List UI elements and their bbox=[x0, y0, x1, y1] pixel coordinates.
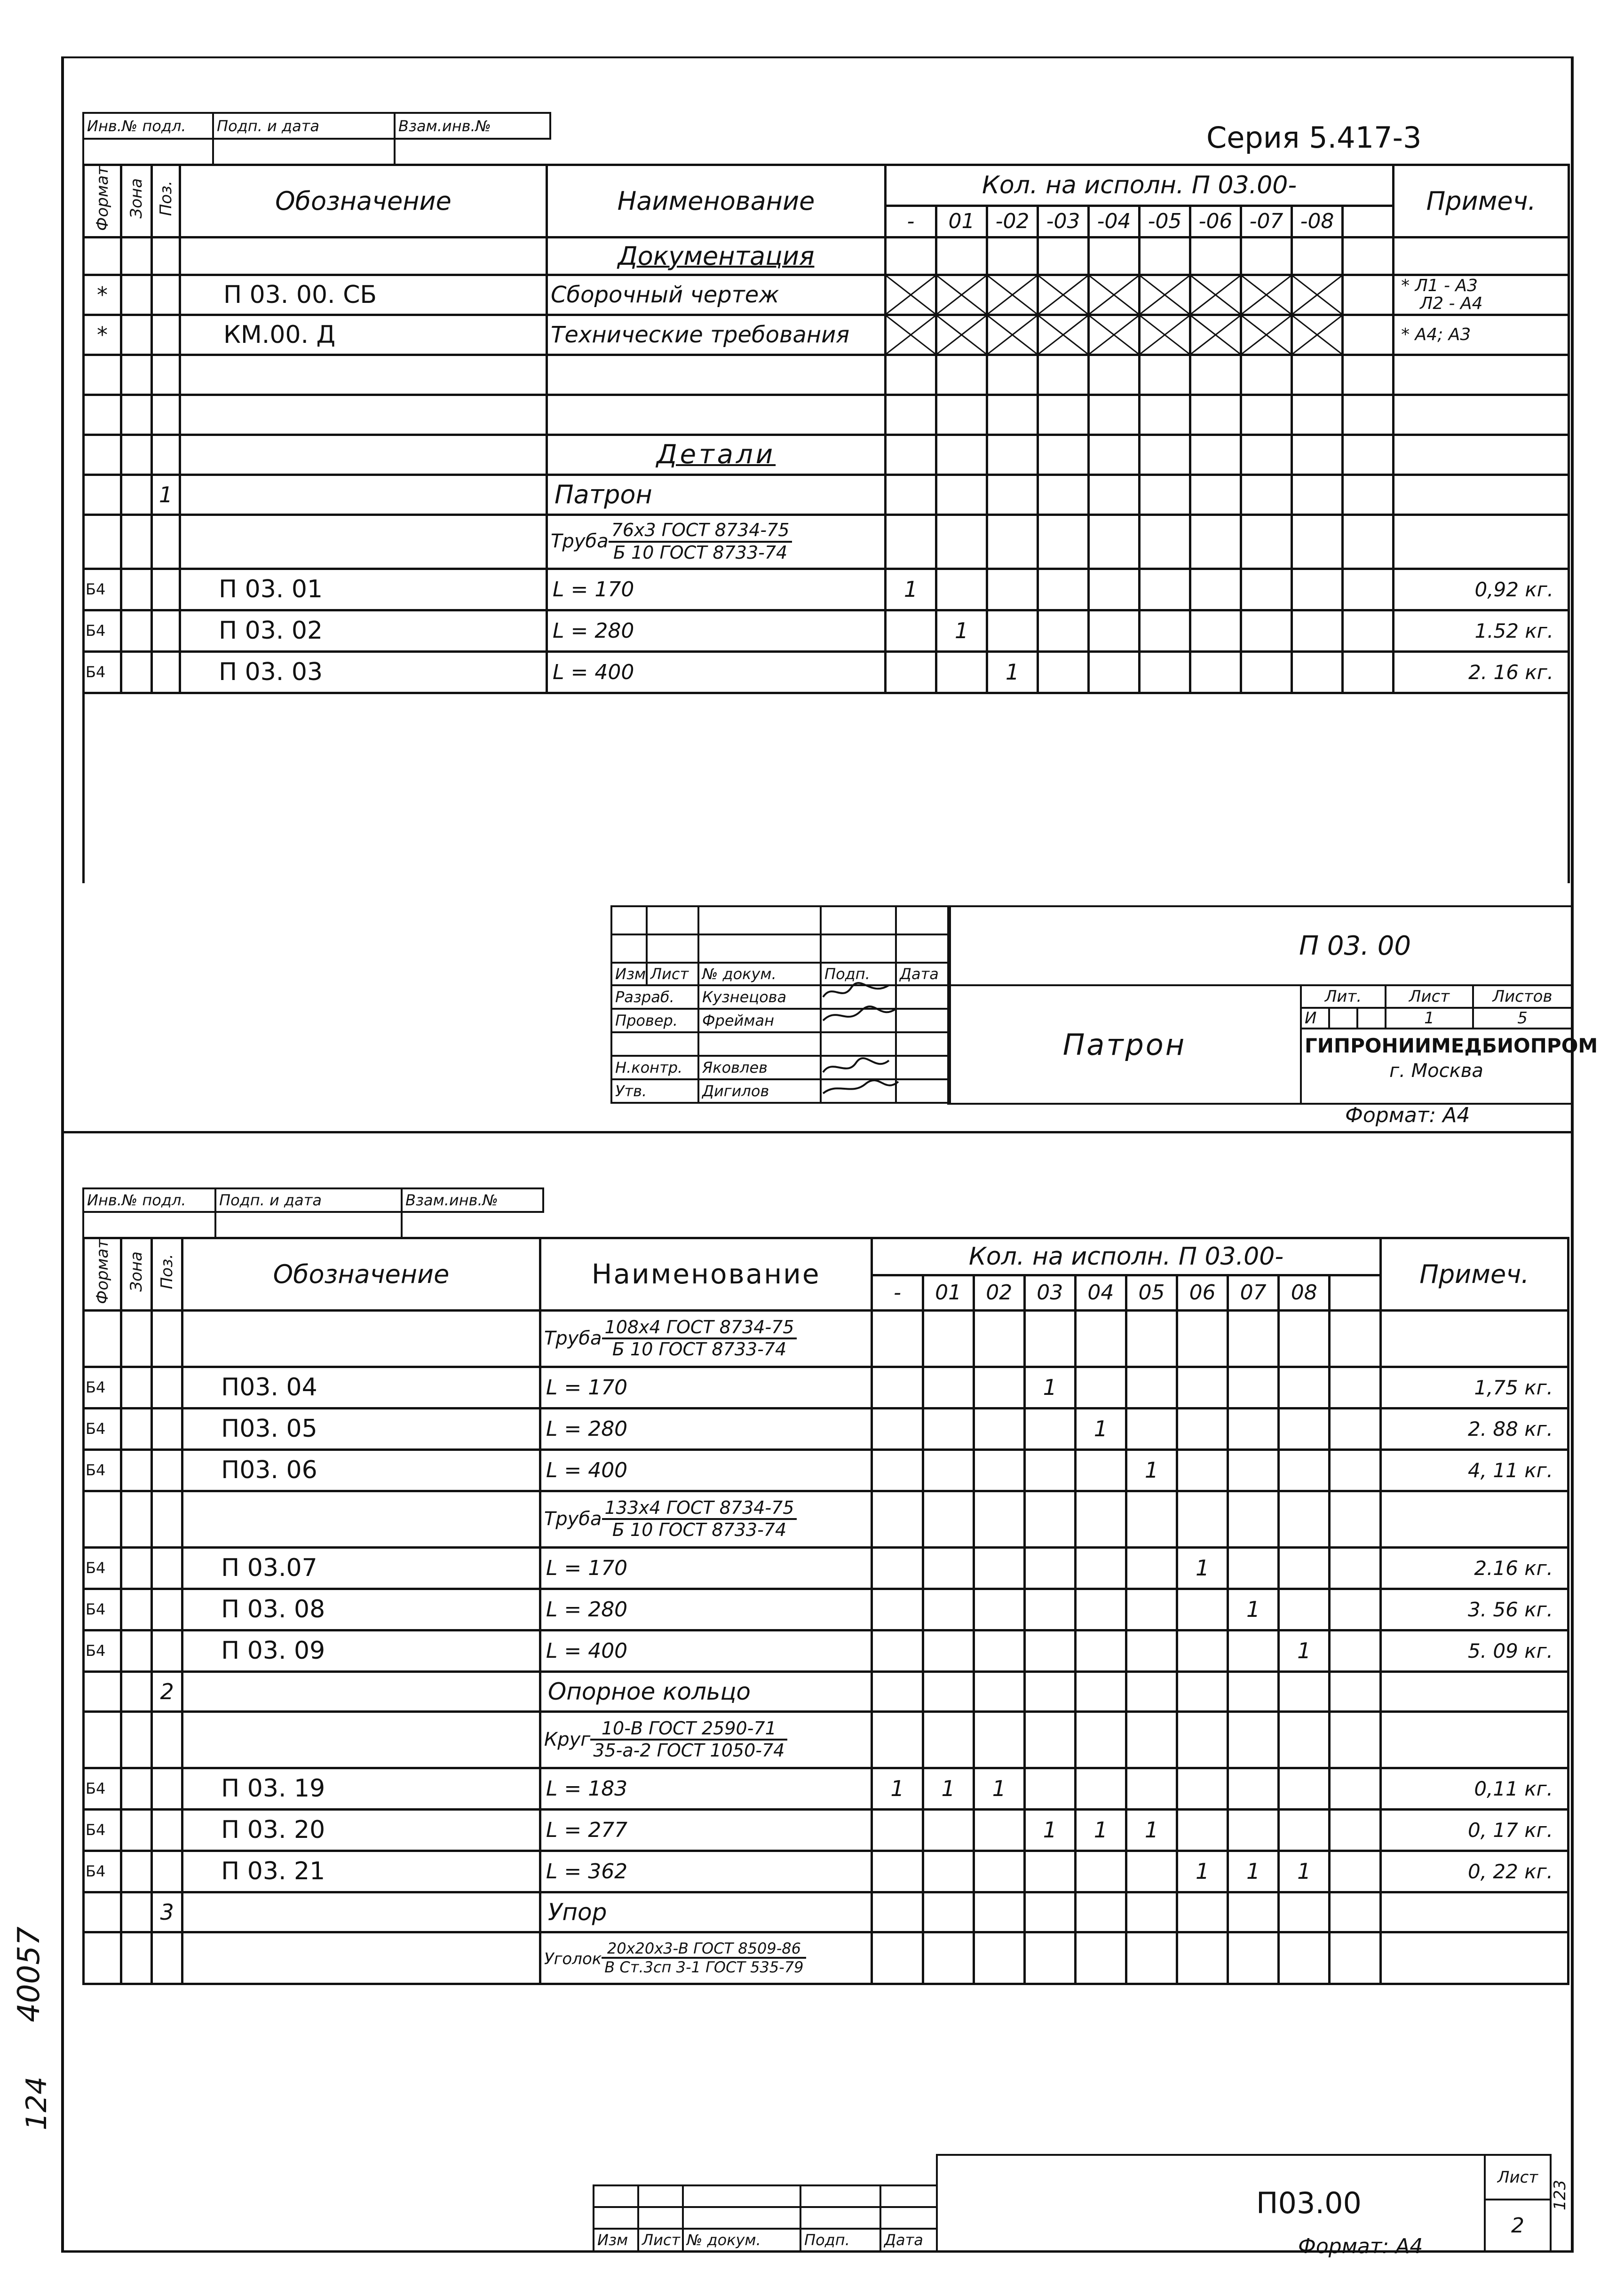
s1-variant-3: -03 bbox=[1038, 206, 1089, 237]
row-format: Б4 bbox=[84, 1768, 121, 1809]
table-row bbox=[84, 1547, 1569, 1589]
role-label: Разраб. bbox=[611, 985, 647, 1009]
crossed-cell bbox=[886, 275, 936, 315]
row-format: Б4 bbox=[84, 651, 121, 693]
role-label: Утв. bbox=[611, 1079, 647, 1103]
crossed-cell bbox=[1140, 275, 1190, 315]
s2-variant-1: 01 bbox=[923, 1275, 974, 1310]
stamp-replace: Взам.инв.№ bbox=[395, 113, 550, 139]
qty-cell: 1 bbox=[1075, 1809, 1126, 1851]
hdr-designation: Обозначение bbox=[180, 165, 547, 237]
table-row bbox=[84, 1408, 1569, 1449]
doc-designation: КМ.00. Д bbox=[180, 315, 547, 355]
role-pad bbox=[647, 1079, 698, 1103]
rev-changes: Изм bbox=[611, 963, 647, 985]
stamp2-inv: Инв.№ подл. bbox=[83, 1188, 215, 1212]
qty-cell: 1 bbox=[1024, 1367, 1075, 1408]
table-row bbox=[84, 610, 1569, 651]
qty-cell: 1 bbox=[1279, 1630, 1330, 1671]
s2-variant-9 bbox=[1330, 1275, 1380, 1310]
pos1-name: Патрон bbox=[547, 475, 886, 514]
doc-name: Сборочный чертеж bbox=[547, 275, 886, 315]
rev2-date: Дата bbox=[880, 2229, 937, 2251]
row-name: L = 170 bbox=[540, 1367, 872, 1408]
spec-table-sheet2 bbox=[82, 1237, 1569, 1985]
role-person: Фрейман bbox=[698, 1009, 821, 1032]
stamp2-sign-date: Подп. и дата bbox=[215, 1188, 402, 1212]
top-stamp-sheet1 bbox=[82, 112, 551, 166]
table-row bbox=[84, 651, 1569, 693]
crossed-cell bbox=[1038, 275, 1089, 315]
table-row bbox=[84, 1851, 1569, 1892]
series-label: Серия 5.417-3 bbox=[1206, 120, 1422, 155]
crossed-cell bbox=[1292, 275, 1343, 315]
doc-row bbox=[84, 315, 1569, 355]
cross-mark bbox=[937, 276, 986, 314]
table-row bbox=[84, 1809, 1569, 1851]
crossed-cell bbox=[1292, 315, 1343, 355]
hdr2-remark: Примеч. bbox=[1380, 1238, 1568, 1311]
table-row bbox=[84, 569, 1569, 610]
org-name: ГИПРОНИИМЕДБИОПРОМ bbox=[1305, 1034, 1598, 1057]
cross-mark bbox=[1090, 316, 1138, 354]
archive-code: 124 bbox=[20, 2076, 53, 2130]
sheet-value: 1 bbox=[1386, 1008, 1473, 1029]
circle-spec: Круг $\frac{\text{10-В ГОСТ 2590-71}}{\text{35-а-2 ГОСТ 1050-74}}$ bbox=[540, 1711, 872, 1768]
row-format: Б4 bbox=[84, 1449, 121, 1491]
qty-cell: 1 bbox=[936, 610, 987, 651]
s1-variant-7: -07 bbox=[1241, 206, 1292, 237]
row-name: L = 280 bbox=[547, 610, 886, 651]
row-designation: П 03. 03 bbox=[180, 651, 547, 693]
title2-designation: П03.00 bbox=[937, 2155, 1485, 2251]
cross-mark bbox=[1242, 276, 1291, 314]
row-name: L = 170 bbox=[540, 1547, 872, 1589]
hdr-name: Наименование bbox=[547, 165, 886, 237]
doc-row bbox=[84, 275, 1569, 315]
row-name: L = 277 bbox=[540, 1809, 872, 1851]
angle-spec: Уголок $\frac{\text{20х20х3-В ГОСТ 8509-86}}{\text{В Ст.3сп 3-1 ГОСТ 535-79}}$ bbox=[540, 1932, 872, 1984]
qty-cell: 1 bbox=[886, 569, 936, 610]
table-row bbox=[84, 1768, 1569, 1809]
role-label bbox=[611, 1032, 647, 1056]
doc-format: * bbox=[84, 315, 121, 355]
row-remark: 2.16 кг. bbox=[1380, 1547, 1568, 1589]
qty-cell: 1 bbox=[1228, 1851, 1279, 1892]
pos-2: 2 bbox=[152, 1671, 182, 1711]
qty-cell: 1 bbox=[923, 1768, 974, 1809]
cross-mark bbox=[1191, 276, 1240, 314]
org-city: г. Москва bbox=[1389, 1060, 1483, 1082]
s1-variant-5: -05 bbox=[1140, 206, 1190, 237]
hdr2-zone: Зона bbox=[121, 1238, 152, 1311]
format-label-sheet1: Формат: А4 bbox=[1345, 1103, 1470, 1127]
s1-variant-4: -04 bbox=[1089, 206, 1140, 237]
row-remark: 0, 17 кг. bbox=[1380, 1809, 1568, 1851]
title-block-sheet1 bbox=[947, 905, 1598, 1105]
hdr2-designation: Обозначение bbox=[182, 1238, 540, 1311]
spec-sheet1 bbox=[82, 164, 1569, 735]
crossed-cell bbox=[936, 315, 987, 355]
section-parts: Детали bbox=[656, 439, 776, 470]
role-label: Н.контр. bbox=[611, 1056, 647, 1079]
crossed-cell bbox=[936, 275, 987, 315]
row-name: L = 280 bbox=[540, 1589, 872, 1630]
row-designation: П 03.07 bbox=[182, 1547, 540, 1589]
qty-cell: 1 bbox=[1024, 1809, 1075, 1851]
role-pad bbox=[647, 1032, 698, 1056]
cross-mark bbox=[988, 276, 1037, 314]
row-designation: П 03. 08 bbox=[182, 1589, 540, 1630]
s2-variant-6: 06 bbox=[1177, 1275, 1228, 1310]
table-row bbox=[84, 1367, 1569, 1408]
title-designation: П 03. 00 bbox=[948, 906, 1572, 985]
row-designation: П03. 06 bbox=[182, 1449, 540, 1491]
spec-sheet2 bbox=[82, 1237, 1569, 2154]
doc-format: * bbox=[84, 275, 121, 315]
row-name: L = 400 bbox=[547, 651, 886, 693]
pipe3-spec: Труба $\frac{\text{133х4 ГОСТ 8734-75}}{\text{Б 10 ГОСТ 8733-74}}$ bbox=[540, 1491, 872, 1547]
crossed-cell bbox=[886, 315, 936, 355]
pos-1: 1 bbox=[152, 475, 180, 514]
doc-remark: * Л1 - А3 Л2 - А4 bbox=[1394, 275, 1569, 315]
stamp-sign-date: Подп. и дата bbox=[213, 113, 395, 139]
rev2-sign: Подп. bbox=[800, 2229, 880, 2251]
row-remark: 2. 16 кг. bbox=[1394, 651, 1569, 693]
title-name: Патрон bbox=[948, 985, 1301, 1104]
doc-designation: П 03. 00. СБ bbox=[180, 275, 547, 315]
qty-cell: 1 bbox=[974, 1768, 1024, 1809]
row-format: Б4 bbox=[84, 1547, 121, 1589]
row-name: L = 280 bbox=[540, 1408, 872, 1449]
sheets-label: Листов bbox=[1473, 985, 1572, 1008]
s2-variant-0: - bbox=[872, 1275, 923, 1310]
cross-mark bbox=[988, 316, 1037, 354]
hdr-format: Формат bbox=[84, 165, 121, 237]
sheet-label: Лист bbox=[1386, 985, 1473, 1008]
row-designation: П 03. 01 bbox=[180, 569, 547, 610]
row-name: L = 362 bbox=[540, 1851, 872, 1892]
hdr2-format: Формат bbox=[84, 1238, 121, 1311]
row-format: Б4 bbox=[84, 1589, 121, 1630]
doc-remark: * А4; А3 bbox=[1394, 315, 1569, 355]
row-format: Б4 bbox=[84, 569, 121, 610]
stamp-inv: Инв.№ подл. bbox=[83, 113, 213, 139]
cross-mark bbox=[1039, 316, 1087, 354]
qty-cell: 1 bbox=[1075, 1408, 1126, 1449]
s1-variant-2: -02 bbox=[987, 206, 1038, 237]
row-designation: П 03. 21 bbox=[182, 1851, 540, 1892]
cross-mark bbox=[1039, 276, 1087, 314]
crossed-cell bbox=[987, 315, 1038, 355]
s1-variant-8: -08 bbox=[1292, 206, 1343, 237]
format-label-sheet2: Формат: А4 bbox=[1298, 2234, 1423, 2258]
qty-cell: 1 bbox=[1177, 1851, 1228, 1892]
frame-outer-left bbox=[61, 56, 64, 2253]
row-format: Б4 bbox=[84, 1851, 121, 1892]
row-designation: П 03. 19 bbox=[182, 1768, 540, 1809]
qty-cell: 1 bbox=[1126, 1449, 1177, 1491]
row-designation: П03. 04 bbox=[182, 1367, 540, 1408]
rev-docno: № докум. bbox=[698, 963, 821, 985]
cross-mark bbox=[887, 316, 935, 354]
hdr2-pos: Поз. bbox=[152, 1238, 182, 1311]
crossed-cell bbox=[1241, 275, 1292, 315]
row-format: Б4 bbox=[84, 1809, 121, 1851]
hdr-qty-title: Кол. на исполн. П 03.00- bbox=[886, 165, 1394, 206]
revision-block-sheet2 bbox=[593, 2184, 938, 2252]
crossed-cell bbox=[1190, 275, 1241, 315]
top-stamp-sheet2 bbox=[82, 1187, 544, 1239]
frame-top bbox=[61, 56, 1573, 58]
title2-sheet-value: 2 bbox=[1485, 2200, 1551, 2251]
qty-cell: 1 bbox=[872, 1768, 923, 1809]
crossed-cell bbox=[1140, 315, 1190, 355]
row-name: L = 183 bbox=[540, 1768, 872, 1809]
table-row bbox=[84, 1630, 1569, 1671]
section-documentation: Документация bbox=[618, 241, 815, 271]
cross-mark bbox=[1242, 316, 1291, 354]
rev-date: Дата bbox=[896, 963, 950, 985]
lit-value: И bbox=[1301, 1008, 1329, 1029]
lit-label: Лит. bbox=[1301, 985, 1386, 1008]
row-remark: 1,75 кг. bbox=[1380, 1367, 1568, 1408]
row-remark: 0,92 кг. bbox=[1394, 569, 1569, 610]
row-remark: 5. 09 кг. bbox=[1380, 1630, 1568, 1671]
hdr2-name: Наименование bbox=[540, 1238, 872, 1311]
crossed-cell bbox=[1190, 315, 1241, 355]
pos2-name: Опорное кольцо bbox=[540, 1671, 872, 1711]
row-remark: 3. 56 кг. bbox=[1380, 1589, 1568, 1630]
row-designation: П 03. 09 bbox=[182, 1630, 540, 1671]
cross-mark bbox=[1293, 276, 1341, 314]
spec-table-sheet1 bbox=[82, 164, 1570, 883]
s2-variant-7: 07 bbox=[1228, 1275, 1279, 1310]
qty-cell: 1 bbox=[1177, 1547, 1228, 1589]
crossed-cell bbox=[1089, 315, 1140, 355]
qty-cell: 1 bbox=[1228, 1589, 1279, 1630]
rev-sheet: Лист bbox=[647, 963, 698, 985]
doc-name: Технические требования bbox=[547, 315, 886, 355]
s2-variant-5: 05 bbox=[1126, 1275, 1177, 1310]
qty-cell: 1 bbox=[1126, 1809, 1177, 1851]
frame-middle-divider bbox=[64, 1131, 1571, 1133]
hdr-pos: Поз. bbox=[152, 165, 180, 237]
role-person bbox=[698, 1032, 821, 1056]
table-row bbox=[84, 1449, 1569, 1491]
cross-mark bbox=[1141, 276, 1189, 314]
cross-mark bbox=[937, 316, 986, 354]
cross-mark bbox=[1090, 276, 1138, 314]
row-designation: П03. 05 bbox=[182, 1408, 540, 1449]
row-remark: 0,11 кг. bbox=[1380, 1768, 1568, 1809]
row-remark: 0, 22 кг. bbox=[1380, 1851, 1568, 1892]
row-designation: П 03. 02 bbox=[180, 610, 547, 651]
row-format: Б4 bbox=[84, 1630, 121, 1671]
row-format: Б4 bbox=[84, 1408, 121, 1449]
signatures bbox=[818, 978, 903, 1100]
role-label: Провер. bbox=[611, 1009, 647, 1032]
title2-sheet-label: Лист bbox=[1485, 2155, 1551, 2200]
archive-number: 40057 bbox=[12, 1926, 47, 2022]
s1-variant-0: - bbox=[886, 206, 936, 237]
row-remark: 4, 11 кг. bbox=[1380, 1449, 1568, 1491]
rev2-changes: Изм bbox=[594, 2229, 638, 2251]
qty-cell: 1 bbox=[987, 651, 1038, 693]
row-remark: 2. 88 кг. bbox=[1380, 1408, 1568, 1449]
title-block-sheet2 bbox=[936, 2154, 1552, 2252]
s1-variant-9 bbox=[1343, 206, 1394, 237]
row-name: L = 170 bbox=[547, 569, 886, 610]
row-designation: П 03. 20 bbox=[182, 1809, 540, 1851]
rev2-docno: № докум. bbox=[683, 2229, 800, 2251]
table-row bbox=[84, 1589, 1569, 1630]
cross-mark bbox=[1191, 316, 1240, 354]
row-name: L = 400 bbox=[540, 1449, 872, 1491]
frame-right bbox=[1571, 56, 1574, 2253]
row-remark: 1.52 кг. bbox=[1394, 610, 1569, 651]
role-person: Яковлев bbox=[698, 1056, 821, 1079]
cross-mark bbox=[1293, 316, 1341, 354]
row-name: L = 400 bbox=[540, 1630, 872, 1671]
crossed-cell bbox=[987, 275, 1038, 315]
role-person: Дигилов bbox=[698, 1079, 821, 1103]
s2-variant-4: 04 bbox=[1075, 1275, 1126, 1310]
role-person: Кузнецова bbox=[698, 985, 821, 1009]
row-format: Б4 bbox=[84, 610, 121, 651]
s2-variant-8: 08 bbox=[1279, 1275, 1330, 1310]
crossed-cell bbox=[1089, 275, 1140, 315]
stamp2-replace: Взам.инв.№ bbox=[402, 1188, 543, 1212]
pipe1-spec: Труба $\frac{\text{76х3 ГОСТ 8734-75}}{\text{Б 10 ГОСТ 8733-74}}$ bbox=[547, 514, 886, 569]
pipe2-spec: Труба $\frac{\text{108х4 ГОСТ 8734-75}}{\text{Б 10 ГОСТ 8733-74}}$ bbox=[540, 1310, 872, 1367]
crossed-cell bbox=[1241, 315, 1292, 355]
s2-variant-3: 03 bbox=[1024, 1275, 1075, 1310]
s2-variant-2: 02 bbox=[974, 1275, 1024, 1310]
margin-sheet-number: 123 bbox=[1551, 2180, 1569, 2210]
hdr2-qty-title: Кол. на исполн. П 03.00- bbox=[872, 1238, 1380, 1275]
rev2-sheet: Лист bbox=[638, 2229, 683, 2251]
pos3-name: Упор bbox=[540, 1892, 872, 1932]
cross-mark bbox=[1141, 316, 1189, 354]
qty-cell: 1 bbox=[1279, 1851, 1330, 1892]
cross-mark bbox=[887, 276, 935, 314]
crossed-cell bbox=[1038, 315, 1089, 355]
pos-3: 3 bbox=[152, 1892, 182, 1932]
s1-variant-1: 01 bbox=[936, 206, 987, 237]
rev-sign: Подп. bbox=[821, 963, 896, 985]
hdr-zone: Зона bbox=[121, 165, 152, 237]
hdr-remark: Примеч. bbox=[1394, 165, 1569, 237]
row-format: Б4 bbox=[84, 1367, 121, 1408]
sheets-value: 5 bbox=[1473, 1008, 1572, 1029]
s1-variant-6: -06 bbox=[1190, 206, 1241, 237]
